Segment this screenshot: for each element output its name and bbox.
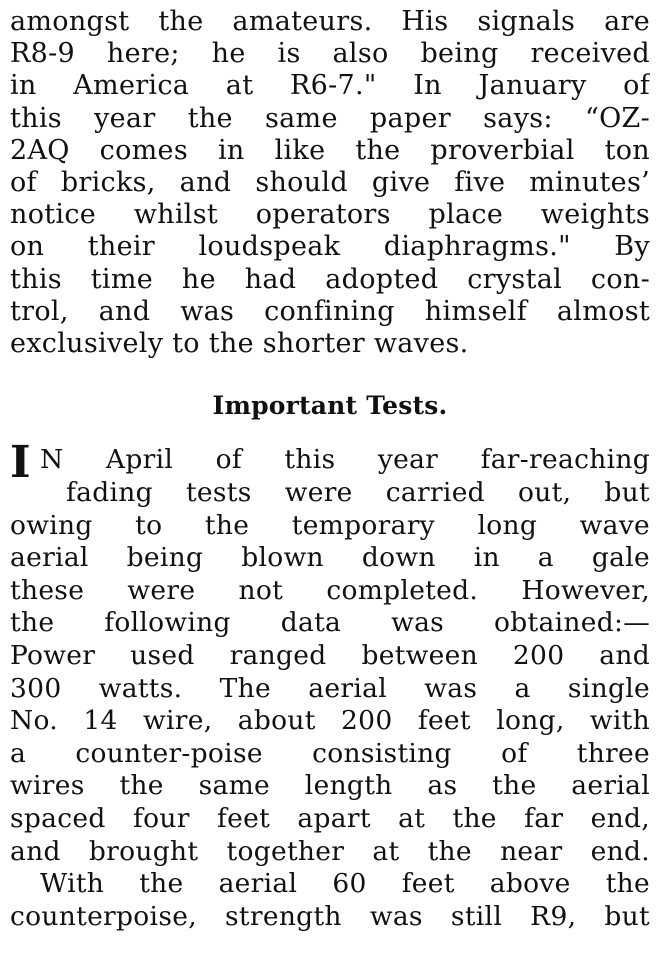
text-line: With the aerial 60 feet above the <box>40 868 650 900</box>
text-line: this time he had adopted crystal con- <box>10 263 650 295</box>
text-line: 2AQ comes in like the proverbial ton <box>10 134 650 166</box>
text-line: on their loudspeak diaphragms." By <box>10 231 650 263</box>
text-line: a counter-poise consisting of three <box>10 737 650 769</box>
drop-cap: I <box>10 437 31 489</box>
text-line: 300 watts. The aerial was a single <box>10 672 650 704</box>
text-line: Power used ranged between 200 and <box>10 640 650 672</box>
text-line: exclusively to the shorter waves. <box>10 327 469 359</box>
text-line: this year the same paper says: “OZ- <box>10 102 650 134</box>
text-line: trol, and was confining himself almost <box>10 295 650 327</box>
paragraph-top <box>10 6 650 360</box>
text-line: fading tests were carried out, but <box>66 477 650 509</box>
text-line: notice whilst operators place weights <box>10 199 650 231</box>
text-line: R8-9 here; he is also being received <box>10 38 650 70</box>
text-line: N April of this year far-reaching <box>40 444 650 476</box>
text-line: No. 14 wire, about 200 feet long, with <box>10 705 650 737</box>
text-line: and brought together at the near end. <box>10 835 650 867</box>
paragraph-important-tests <box>10 437 650 933</box>
text-line: spaced four feet apart at the far end, <box>10 803 650 834</box>
text-line: counterpoise, strength was still R9, but <box>10 900 650 932</box>
dropcap-line <box>10 437 650 489</box>
text-line: owing to the temporary long wave <box>10 509 650 541</box>
text-line: in America at R6-7." In January of <box>10 70 650 102</box>
section-heading: Important Tests. <box>212 391 448 421</box>
text-line: wires the same length as the aerial <box>10 770 650 802</box>
text-line: amongst the amateurs. His signals are <box>10 6 650 37</box>
text-line: of bricks, and should give five minutes’ <box>10 166 650 198</box>
text-line: aerial being blown down in a gale <box>10 542 650 574</box>
text-line: these were not completed. However, <box>10 574 650 606</box>
article-column <box>10 6 650 933</box>
text-line: the following data was obtained:— <box>10 607 650 639</box>
